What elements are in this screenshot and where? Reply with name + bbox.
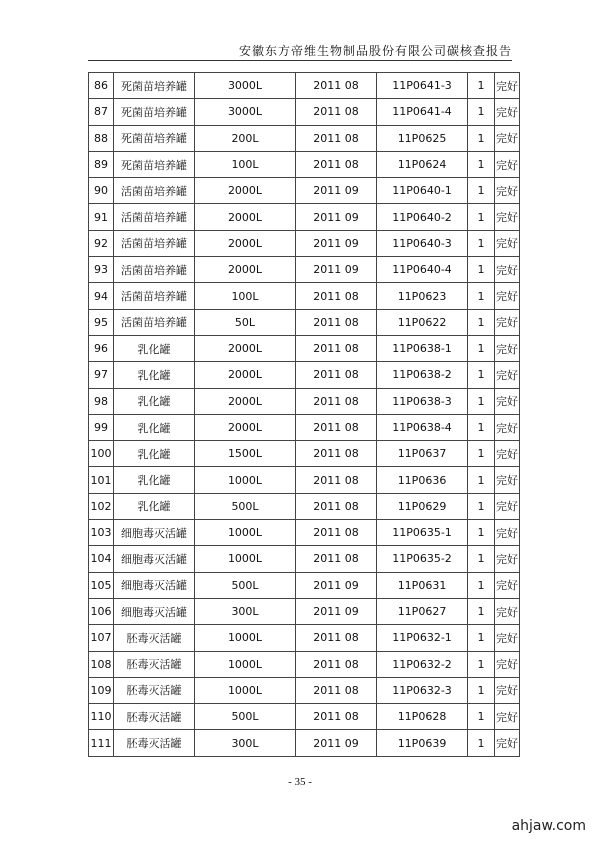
status-cell: 完好 <box>495 151 520 177</box>
equipment-name-cell: 活菌苗培养罐 <box>114 283 195 309</box>
equipment-name-cell: 细胞毒灭活罐 <box>114 546 195 572</box>
equipment-code-cell: 11P0632-1 <box>377 625 468 651</box>
quantity-cell: 1 <box>468 677 495 703</box>
status-cell: 完好 <box>495 625 520 651</box>
status-cell: 完好 <box>495 309 520 335</box>
quantity-cell: 1 <box>468 178 495 204</box>
equipment-name-cell: 活菌苗培养罐 <box>114 178 195 204</box>
volume-cell: 2000L <box>195 178 296 204</box>
quantity-cell: 1 <box>468 309 495 335</box>
equipment-code-cell: 11P0640-1 <box>377 178 468 204</box>
volume-cell: 1500L <box>195 441 296 467</box>
table-row <box>89 441 520 467</box>
table-row <box>89 230 520 256</box>
equipment-code-cell: 11P0641-3 <box>377 73 468 99</box>
report-header-title: 安徽东方帝维生物制品股份有限公司碳核查报告 <box>238 44 512 58</box>
date-cell: 2011 08 <box>296 651 377 677</box>
status-cell: 完好 <box>495 230 520 256</box>
date-cell: 2011 08 <box>296 335 377 361</box>
status-cell: 完好 <box>495 598 520 624</box>
equipment-code-cell: 11P0638-2 <box>377 362 468 388</box>
row-number-cell: 101 <box>89 467 114 493</box>
quantity-cell: 1 <box>468 704 495 730</box>
date-cell: 2011 09 <box>296 178 377 204</box>
quantity-cell: 1 <box>468 125 495 151</box>
equipment-code-cell: 11P0622 <box>377 309 468 335</box>
volume-cell: 3000L <box>195 73 296 99</box>
row-number-cell: 98 <box>89 388 114 414</box>
table-row <box>89 99 520 125</box>
equipment-name-cell: 胚毒灭活罐 <box>114 730 195 756</box>
date-cell: 2011 09 <box>296 572 377 598</box>
quantity-cell: 1 <box>468 441 495 467</box>
volume-cell: 2000L <box>195 414 296 440</box>
table-row <box>89 151 520 177</box>
equipment-code-cell: 11P0627 <box>377 598 468 624</box>
status-cell: 完好 <box>495 677 520 703</box>
status-cell: 完好 <box>495 257 520 283</box>
status-cell: 完好 <box>495 730 520 756</box>
table-row <box>89 283 520 309</box>
quantity-cell: 1 <box>468 493 495 519</box>
volume-cell: 100L <box>195 151 296 177</box>
equipment-code-cell: 11P0639 <box>377 730 468 756</box>
volume-cell: 2000L <box>195 257 296 283</box>
table-row <box>89 493 520 519</box>
quantity-cell: 1 <box>468 520 495 546</box>
row-number-cell: 109 <box>89 677 114 703</box>
equipment-name-cell: 活菌苗培养罐 <box>114 230 195 256</box>
date-cell: 2011 08 <box>296 520 377 546</box>
status-cell: 完好 <box>495 651 520 677</box>
status-cell: 完好 <box>495 178 520 204</box>
table-row <box>89 598 520 624</box>
status-cell: 完好 <box>495 546 520 572</box>
row-number-cell: 92 <box>89 230 114 256</box>
table-row <box>89 204 520 230</box>
table-row <box>89 625 520 651</box>
equipment-code-cell: 11P0640-3 <box>377 230 468 256</box>
equipment-name-cell: 细胞毒灭活罐 <box>114 520 195 546</box>
row-number-cell: 108 <box>89 651 114 677</box>
row-number-cell: 105 <box>89 572 114 598</box>
quantity-cell: 1 <box>468 73 495 99</box>
table-row <box>89 414 520 440</box>
equipment-name-cell: 活菌苗培养罐 <box>114 204 195 230</box>
equipment-code-cell: 11P0635-1 <box>377 520 468 546</box>
volume-cell: 2000L <box>195 388 296 414</box>
equipment-code-cell: 11P0623 <box>377 283 468 309</box>
status-cell: 完好 <box>495 572 520 598</box>
row-number-cell: 88 <box>89 125 114 151</box>
volume-cell: 300L <box>195 730 296 756</box>
equipment-name-cell: 细胞毒灭活罐 <box>114 598 195 624</box>
quantity-cell: 1 <box>468 414 495 440</box>
table-row <box>89 677 520 703</box>
row-number-cell: 99 <box>89 414 114 440</box>
row-number-cell: 110 <box>89 704 114 730</box>
status-cell: 完好 <box>495 283 520 309</box>
quantity-cell: 1 <box>468 546 495 572</box>
table-row <box>89 651 520 677</box>
status-cell: 完好 <box>495 73 520 99</box>
volume-cell: 1000L <box>195 625 296 651</box>
quantity-cell: 1 <box>468 151 495 177</box>
row-number-cell: 104 <box>89 546 114 572</box>
equipment-name-cell: 乳化罐 <box>114 335 195 361</box>
equipment-name-cell: 乳化罐 <box>114 467 195 493</box>
status-cell: 完好 <box>495 467 520 493</box>
equipment-code-cell: 11P0638-3 <box>377 388 468 414</box>
equipment-code-cell: 11P0640-4 <box>377 257 468 283</box>
volume-cell: 1000L <box>195 520 296 546</box>
date-cell: 2011 08 <box>296 151 377 177</box>
row-number-cell: 86 <box>89 73 114 99</box>
volume-cell: 500L <box>195 493 296 519</box>
status-cell: 完好 <box>495 204 520 230</box>
table-row <box>89 388 520 414</box>
equipment-name-cell: 乳化罐 <box>114 493 195 519</box>
row-number-cell: 87 <box>89 99 114 125</box>
date-cell: 2011 08 <box>296 704 377 730</box>
equipment-name-cell: 乳化罐 <box>114 362 195 388</box>
status-cell: 完好 <box>495 414 520 440</box>
row-number-cell: 94 <box>89 283 114 309</box>
volume-cell: 2000L <box>195 204 296 230</box>
quantity-cell: 1 <box>468 335 495 361</box>
header-divider <box>88 60 512 61</box>
date-cell: 2011 09 <box>296 230 377 256</box>
equipment-code-cell: 11P0624 <box>377 151 468 177</box>
table-row <box>89 467 520 493</box>
quantity-cell: 1 <box>468 257 495 283</box>
equipment-code-cell: 11P0635-2 <box>377 546 468 572</box>
equipment-name-cell: 死菌苗培养罐 <box>114 125 195 151</box>
volume-cell: 1000L <box>195 651 296 677</box>
page-number: - 35 - <box>288 776 312 788</box>
date-cell: 2011 08 <box>296 467 377 493</box>
row-number-cell: 102 <box>89 493 114 519</box>
date-cell: 2011 08 <box>296 546 377 572</box>
equipment-name-cell: 活菌苗培养罐 <box>114 257 195 283</box>
volume-cell: 300L <box>195 598 296 624</box>
row-number-cell: 90 <box>89 178 114 204</box>
volume-cell: 1000L <box>195 677 296 703</box>
row-number-cell: 103 <box>89 520 114 546</box>
quantity-cell: 1 <box>468 572 495 598</box>
date-cell: 2011 08 <box>296 362 377 388</box>
date-cell: 2011 08 <box>296 493 377 519</box>
equipment-code-cell: 11P0632-2 <box>377 651 468 677</box>
volume-cell: 2000L <box>195 230 296 256</box>
volume-cell: 50L <box>195 309 296 335</box>
quantity-cell: 1 <box>468 651 495 677</box>
date-cell: 2011 08 <box>296 99 377 125</box>
table-row <box>89 546 520 572</box>
date-cell: 2011 08 <box>296 283 377 309</box>
equipment-name-cell: 乳化罐 <box>114 441 195 467</box>
status-cell: 完好 <box>495 99 520 125</box>
table-row <box>89 704 520 730</box>
status-cell: 完好 <box>495 362 520 388</box>
date-cell: 2011 09 <box>296 598 377 624</box>
volume-cell: 500L <box>195 704 296 730</box>
equipment-name-cell: 活菌苗培养罐 <box>114 309 195 335</box>
date-cell: 2011 08 <box>296 677 377 703</box>
equipment-code-cell: 11P0631 <box>377 572 468 598</box>
status-cell: 完好 <box>495 520 520 546</box>
table-row <box>89 178 520 204</box>
equipment-name-cell: 胚毒灭活罐 <box>114 704 195 730</box>
equipment-code-cell: 11P0637 <box>377 441 468 467</box>
equipment-table <box>88 72 520 757</box>
date-cell: 2011 08 <box>296 73 377 99</box>
equipment-code-cell: 11P0629 <box>377 493 468 519</box>
equipment-name-cell: 细胞毒灭活罐 <box>114 572 195 598</box>
equipment-code-cell: 11P0640-2 <box>377 204 468 230</box>
quantity-cell: 1 <box>468 598 495 624</box>
quantity-cell: 1 <box>468 99 495 125</box>
quantity-cell: 1 <box>468 362 495 388</box>
date-cell: 2011 08 <box>296 414 377 440</box>
equipment-name-cell: 死菌苗培养罐 <box>114 99 195 125</box>
equipment-table-body <box>89 73 520 757</box>
row-number-cell: 93 <box>89 257 114 283</box>
equipment-code-cell: 11P0625 <box>377 125 468 151</box>
volume-cell: 100L <box>195 283 296 309</box>
volume-cell: 1000L <box>195 546 296 572</box>
quantity-cell: 1 <box>468 230 495 256</box>
quantity-cell: 1 <box>468 283 495 309</box>
row-number-cell: 111 <box>89 730 114 756</box>
row-number-cell: 100 <box>89 441 114 467</box>
table-row <box>89 257 520 283</box>
status-cell: 完好 <box>495 493 520 519</box>
date-cell: 2011 08 <box>296 441 377 467</box>
row-number-cell: 97 <box>89 362 114 388</box>
equipment-name-cell: 乳化罐 <box>114 414 195 440</box>
volume-cell: 500L <box>195 572 296 598</box>
volume-cell: 2000L <box>195 362 296 388</box>
status-cell: 完好 <box>495 125 520 151</box>
table-row <box>89 335 520 361</box>
status-cell: 完好 <box>495 388 520 414</box>
date-cell: 2011 08 <box>296 125 377 151</box>
row-number-cell: 95 <box>89 309 114 335</box>
date-cell: 2011 09 <box>296 257 377 283</box>
equipment-code-cell: 11P0636 <box>377 467 468 493</box>
equipment-name-cell: 乳化罐 <box>114 388 195 414</box>
table-row <box>89 572 520 598</box>
row-number-cell: 106 <box>89 598 114 624</box>
date-cell: 2011 08 <box>296 309 377 335</box>
equipment-name-cell: 死菌苗培养罐 <box>114 151 195 177</box>
equipment-name-cell: 胚毒灭活罐 <box>114 651 195 677</box>
row-number-cell: 89 <box>89 151 114 177</box>
table-row <box>89 73 520 99</box>
quantity-cell: 1 <box>468 625 495 651</box>
status-cell: 完好 <box>495 704 520 730</box>
equipment-name-cell: 胚毒灭活罐 <box>114 677 195 703</box>
quantity-cell: 1 <box>468 730 495 756</box>
equipment-code-cell: 11P0638-1 <box>377 335 468 361</box>
row-number-cell: 96 <box>89 335 114 361</box>
quantity-cell: 1 <box>468 467 495 493</box>
volume-cell: 1000L <box>195 467 296 493</box>
status-cell: 完好 <box>495 335 520 361</box>
quantity-cell: 1 <box>468 204 495 230</box>
status-cell: 完好 <box>495 441 520 467</box>
volume-cell: 2000L <box>195 335 296 361</box>
date-cell: 2011 09 <box>296 730 377 756</box>
equipment-code-cell: 11P0632-3 <box>377 677 468 703</box>
equipment-name-cell: 死菌苗培养罐 <box>114 73 195 99</box>
table-row <box>89 309 520 335</box>
equipment-code-cell: 11P0638-4 <box>377 414 468 440</box>
row-number-cell: 107 <box>89 625 114 651</box>
table-row <box>89 730 520 756</box>
volume-cell: 200L <box>195 125 296 151</box>
date-cell: 2011 08 <box>296 625 377 651</box>
table-row <box>89 520 520 546</box>
date-cell: 2011 08 <box>296 388 377 414</box>
site-watermark: ahjaw.com <box>511 818 586 834</box>
equipment-code-cell: 11P0628 <box>377 704 468 730</box>
table-row <box>89 362 520 388</box>
date-cell: 2011 09 <box>296 204 377 230</box>
volume-cell: 3000L <box>195 99 296 125</box>
equipment-name-cell: 胚毒灭活罐 <box>114 625 195 651</box>
table-row <box>89 125 520 151</box>
row-number-cell: 91 <box>89 204 114 230</box>
equipment-code-cell: 11P0641-4 <box>377 99 468 125</box>
quantity-cell: 1 <box>468 388 495 414</box>
